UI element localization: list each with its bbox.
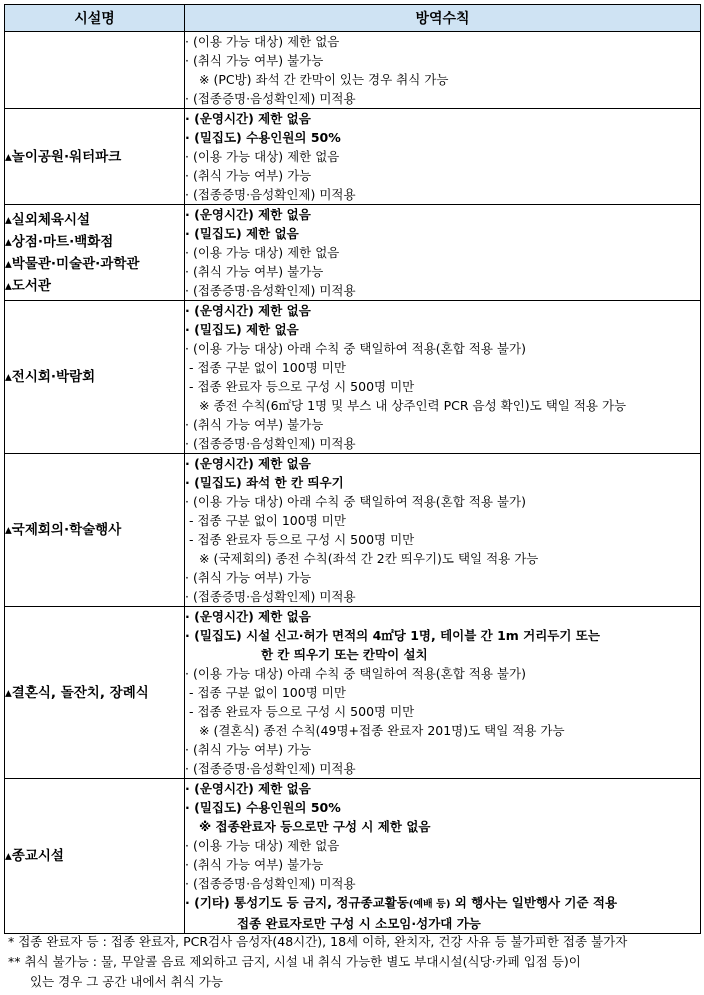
rule-line [185, 358, 700, 377]
rule-text: - 접종 구분 없이 100명 미만 [189, 513, 346, 528]
rule-line [185, 32, 700, 51]
rule-line [185, 473, 700, 492]
rule-text: · (이용 가능 대상) 아래 수칙 중 택일하여 적용(혼합 적용 불가) [185, 341, 526, 356]
rule-line [185, 568, 700, 587]
facility-name: ▴국제회의·학술행사 [5, 522, 122, 538]
rule-line [185, 607, 700, 626]
rule-text: - 접종 구분 없이 100명 미만 [189, 685, 346, 700]
rule-small-text: (예배 등) [408, 899, 451, 910]
facility-cell [5, 205, 185, 301]
rules-cell [185, 301, 701, 454]
rule-text: · (운영시간) 제한 없음 [185, 456, 311, 471]
table-header-row [5, 5, 701, 32]
rule-line [185, 396, 700, 415]
rule-line [185, 339, 700, 358]
rule-text: · (접종증명·음성확인제) 미적용 [185, 283, 356, 298]
facility-name: ▴결혼식, 돌잔치, 장례식 [5, 684, 149, 701]
rule-line [185, 511, 700, 530]
facility-name: ▴도서관 [5, 277, 51, 294]
rule-line [185, 779, 700, 798]
rule-line [185, 262, 700, 281]
rule-text: · (밀집도) 좌석 한 칸 띄우기 [185, 475, 344, 490]
rule-line [185, 549, 700, 568]
rules-cell [185, 32, 701, 109]
rule-text: 접종 완료자로만 구성 시 소모임·성가대 가능 [237, 916, 481, 931]
facility-name: ▴박물관·미술관·과학관 [5, 255, 140, 272]
rule-text-rest: 외 행사는 일반행사 기준 적용 [450, 895, 618, 910]
rule-text: · (이용 가능 대상) 제한 없음 [185, 149, 340, 164]
table-row [5, 779, 701, 934]
rule-text: · (이용 가능 대상) 제한 없음 [185, 838, 340, 853]
rule-text: 한 칸 띄우기 또는 칸막이 설치 [261, 647, 428, 662]
rule-line [185, 645, 700, 664]
facility-cell [5, 109, 185, 205]
rule-line [185, 664, 700, 683]
rule-text: · (이용 가능 대상) 아래 수칙 중 택일하여 적용(혼합 적용 불가) [185, 494, 526, 509]
rule-line [185, 798, 700, 817]
rules-cell [185, 779, 701, 934]
rule-line [185, 914, 700, 933]
rule-text: · (취식 가능 여부) 가능 [185, 570, 312, 585]
rule-text: · (밀집도) 시설 신고·허가 면적의 4㎡당 1명, 테이블 간 1m 거리두기 또는 [185, 628, 600, 643]
table-row [5, 301, 701, 454]
facility-name: ▴실외체육시설 [5, 211, 91, 228]
table-row [5, 32, 701, 109]
table-row [5, 109, 701, 205]
rule-line [185, 320, 700, 339]
rule-text: ※ (결혼식) 종전 수칙(49명+접종 완료자 201명)도 택일 적용 가능 [199, 723, 565, 738]
footnotes [8, 932, 700, 992]
facility-cell [5, 32, 185, 109]
rule-text: · (밀집도) 제한 없음 [185, 322, 299, 337]
rules-cell [185, 607, 701, 779]
rule-text: · (운영시간) 제한 없음 [185, 303, 311, 318]
rule-line [185, 128, 700, 147]
rule-text: · (취식 가능 여부) 가능 [185, 742, 312, 757]
rule-line [185, 626, 700, 645]
rule-text: ※ 접종완료자 등으로만 구성 시 제한 없음 [199, 819, 431, 834]
rule-text: · (접종증명·음성확인제) 미적용 [185, 876, 356, 891]
rule-text: - 접종 완료자 등으로 구성 시 500명 미만 [189, 532, 415, 547]
rule-line [185, 415, 700, 434]
rule-text: · (접종증명·음성확인제) 미적용 [185, 91, 356, 106]
footnote-2-cont: 있는 경우 그 공간 내에서 취식 가능 [30, 974, 223, 989]
rule-text: · (운영시간) 제한 없음 [185, 111, 311, 126]
footnote-1: * 접종 완료자 등 : 접종 완료자, PCR검사 음성자(48시간), 18세 이하, 완치자, 건강 사유 등 불가피한 접종 불가자 [8, 934, 628, 949]
rule-text: · (취식 가능 여부) 불가능 [185, 264, 324, 279]
rule-text: · (이용 가능 대상) 아래 수칙 중 택일하여 적용(혼합 적용 불가) [185, 666, 526, 681]
rule-line [185, 185, 700, 204]
facility-name: ▴놀이공원·워터파크 [5, 148, 122, 165]
facility-name: ▴종교시설 [5, 848, 64, 864]
rule-line [185, 836, 700, 855]
rule-line [185, 492, 700, 511]
rule-line [185, 147, 700, 166]
rule-line [185, 224, 700, 243]
rule-text: · (접종증명·음성확인제) 미적용 [185, 436, 356, 451]
rule-text: ※ (PC방) 좌석 간 칸막이 있는 경우 취식 가능 [199, 72, 449, 87]
rule-line [185, 243, 700, 262]
rule-line [185, 874, 700, 893]
rule-line [185, 281, 700, 300]
rule-text: · (운영시간) 제한 없음 [185, 207, 311, 222]
rule-line [185, 70, 700, 89]
rule-line [185, 454, 700, 473]
facility-cell [5, 607, 185, 779]
footnote-2: ** 취식 불가능 : 물, 무알콜 음료 제외하고 금지, 시설 내 취식 가능한 별도 부대시설(식당·카페 입점 등)이 [8, 954, 581, 969]
rule-text: ※ 종전 수칙(6㎡당 1명 및 부스 내 상주인력 PCR 음성 확인)도 택일 적용 가능 [199, 398, 627, 413]
table-row [5, 454, 701, 607]
rule-line [185, 587, 700, 606]
rule-line [185, 109, 700, 128]
rule-text: - 접종 완료자 등으로 구성 시 500명 미만 [189, 379, 415, 394]
rule-line [185, 855, 700, 874]
rule-line [185, 721, 700, 740]
rule-text: · (기타) 통성기도 등 금지, 정규종교활동 [185, 895, 409, 910]
rule-text: · (운영시간) 제한 없음 [185, 609, 311, 624]
header-rules: 방역수칙 [185, 5, 701, 32]
rule-text: · (취식 가능 여부) 불가능 [185, 53, 324, 68]
rule-line [185, 817, 700, 836]
rule-text: · (접종증명·음성확인제) 미적용 [185, 187, 356, 202]
rule-line [185, 683, 700, 702]
rule-line [185, 301, 700, 320]
facility-cell [5, 301, 185, 454]
rule-line [185, 702, 700, 721]
rule-text: · (이용 가능 대상) 제한 없음 [185, 34, 340, 49]
rule-line [185, 166, 700, 185]
rules-cell [185, 205, 701, 301]
rule-text: · (운영시간) 제한 없음 [185, 781, 311, 796]
rule-text: ※ (국제회의) 종전 수칙(좌석 간 2칸 띄우기)도 택일 적용 가능 [199, 551, 539, 566]
rules-cell [185, 454, 701, 607]
rule-text: · (취식 가능 여부) 가능 [185, 168, 312, 183]
rule-line [185, 740, 700, 759]
rule-text: · (취식 가능 여부) 불가능 [185, 857, 324, 872]
rule-text: · (밀집도) 제한 없음 [185, 226, 299, 241]
rule-text: · (접종증명·음성확인제) 미적용 [185, 589, 356, 604]
rule-line [185, 434, 700, 453]
facility-cell [5, 454, 185, 607]
header-facility: 시설명 [5, 5, 185, 32]
rule-line [185, 893, 700, 914]
rule-text: · (밀집도) 수용인원의 50% [185, 130, 341, 145]
quarantine-rules-table [4, 4, 701, 934]
rule-text: · (취식 가능 여부) 불가능 [185, 417, 324, 432]
rule-line [185, 89, 700, 108]
facility-name: ▴전시회·박람회 [5, 369, 96, 385]
table-row [5, 205, 701, 301]
rule-line [185, 759, 700, 778]
rule-line [185, 377, 700, 396]
rule-text: · (접종증명·음성확인제) 미적용 [185, 761, 356, 776]
rule-line [185, 205, 700, 224]
rule-text: · (밀집도) 수용인원의 50% [185, 800, 341, 815]
rule-text: - 접종 구분 없이 100명 미만 [189, 360, 346, 375]
rule-text: · (이용 가능 대상) 제한 없음 [185, 245, 340, 260]
rule-line [185, 51, 700, 70]
rule-line [185, 530, 700, 549]
facility-cell [5, 779, 185, 934]
table-row [5, 607, 701, 779]
rules-cell [185, 109, 701, 205]
rule-text: - 접종 완료자 등으로 구성 시 500명 미만 [189, 704, 415, 719]
facility-name: ▴상점·마트·백화점 [5, 233, 114, 250]
